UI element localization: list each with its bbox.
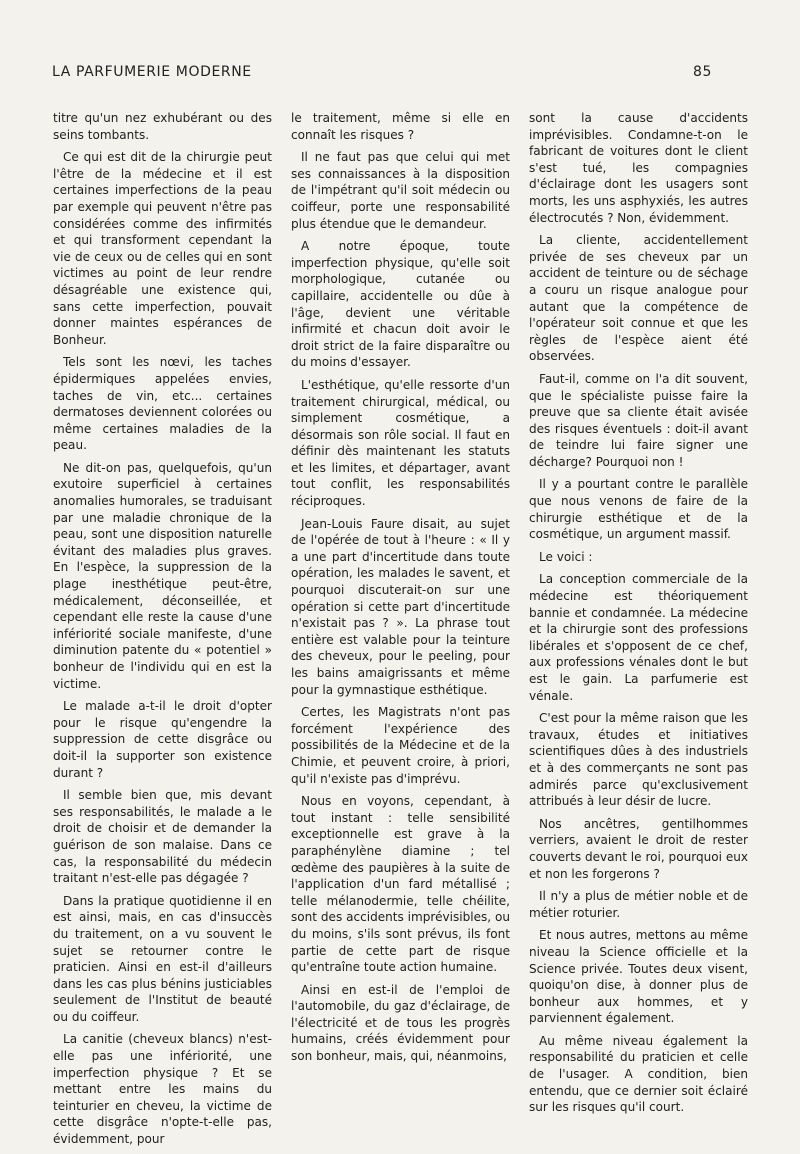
column-3 [529,110,748,1154]
paragraph: Le malade a-t-il le droit d'opter pour le risque qu'engendre la suppression de cette disgrâce ou doit-il la supporter son existence durant ? [53,699,272,780]
running-header [52,64,712,80]
paragraph: Dans la pratique quotidienne il en est ainsi, mais, en cas d'insuccès du traitement, on a vu souvent le sujet se retourner contre le praticien. Ainsi en est-il d'ailleurs dans les cas plus bénins justiciables seulement de l'Institut de beauté ou du coiffeur. [53,893,272,1024]
paragraph: Faut-il, comme on l'a dit souvent, que le spécialiste puisse faire la preuve que sa cliente était avisée des risques éventuels : doit-il avant de teindre lui faire signer une décharge? Pourquoi non ! [529,371,748,469]
paragraph: le traitement, même si elle en connaît les risques ? [291,111,510,142]
column-1 [53,110,272,1154]
paragraph: Il ne faut pas que celui qui met ses connaissances à la disposition de l'impétrant qu'il soit médecin ou coiffeur, porte une responsabilité plus étendue que le demandeur. [291,150,510,231]
column-2 [291,110,510,1154]
paragraph: Au même niveau également la responsabilité du praticien et celle de l'usager. A condition, bien entendu, que ce dernier soit éclairé sur les risques qu'il court. [529,1033,748,1115]
paragraph: Il n'y a plus de métier noble et de métier roturier. [529,889,748,920]
paragraph: A notre époque, toute imperfection physique, qu'elle soit morphologique, cutanée ou capillaire, accidentelle ou dûe à l'âge, devient une véritable infirmité et chacun doit avoir le droit strict de la faire disparaître ou du moins d'essayer. [291,239,510,370]
paragraph: Ne dit-on pas, quelquefois, qu'un exutoire superficiel à certaines anomalies humorales, se traduisant par une maladie chronique de la peau, sont une disposition naturelle évitant des maladies plus graves. En l'espèce, la suppression de la plage inesthétique peut-être, médicalement, déconseillée, et cependant elle reste la cause d'une infériorité sociale manifeste, d'une diminution patente du « potentiel » bonheur de l'individu qui en est la victime. [53,460,272,691]
paragraph: Certes, les Magistrats n'ont pas forcément l'expérience des possibilités de la Médecine et de la Chimie, et peuvent croire, à priori, qu'il n'existe pas d'imprévu. [291,705,510,786]
running-title: LA PARFUMERIE MODERNE [52,64,252,80]
paragraph: Nos ancêtres, gentilhommes verriers, avaient le droit de rester couverts devant le roi, pourquoi eux et non les forgerons ? [529,816,748,881]
paragraph: Ainsi en est-il de l'emploi de l'automobile, du gaz d'éclairage, de l'électricité et de tous les progrès humains, créés évidemment pour son bonheur, mais, qui, néanmoins, [291,982,510,1064]
paragraph: Jean-Louis Faure disait, au sujet de l'opérée de tout à l'heure : « Il y a une part d'incertitude dans toute opération, les malades le savent, et pourquoi discuterait-on sur une opération si cette part d'incertitude n'existait pas ? ». La phrase tout entière est valable pour la teinture des cheveux, pour le peeling, pour les bains amaigrissants et même pour la gymnastique esthétique. [291,516,510,697]
paragraph: titre qu'un nez exhubérant ou des seins tombants. [53,111,272,142]
paragraph: Le voici : [539,549,593,564]
paragraph: C'est pour la même raison que les travaux, études et initiatives scientifiques dûes à des industriels et à des commerçants ne sont pas admirés parce qu'exclusivement attribués à leur désir de lucre. [529,711,748,809]
paragraph: Ce qui est dit de la chirurgie peut l'être de la médecine et il est certaines imperfections de la peau par exemple qui peuvent n'être pas considérées comme des infirmités et qui transforment cependant la vie de ceux ou de celles qui en sont victimes au point de leur rendre désagréable une existence qui, sans cette imperfection, pouvait donner maintes espérances de Bonheur. [53,150,272,347]
paragraph: Il y a pourtant contre le parallèle que nous venons de faire de la chirurgie esthétique et de la cosmétique, un argument massif. [529,477,748,542]
paragraph: La canitie (cheveux blancs) n'est-elle pas une infériorité, une imperfection physique ? Et se mettant entre les mains du teinturier en cheveu, la victime de cette disgrâce n'opte-t-elle pas, évidemment, pour [53,1032,272,1147]
paragraph: Et nous autres, mettons au même niveau la Science officielle et la Science privée. Toutes deux visent, quoiqu'on dise, à donner plus de bonheur aux hommes, et y parviennent également. [529,928,748,1026]
paragraph: L'esthétique, qu'elle ressorte d'un traitement chirurgical, médical, ou simplement cosmétique, a désormais son rôle social. Il faut en définir dès maintenant les statuts et les limites, et départager, avant tout conflit, les responsabilités réciproques. [291,377,510,509]
paragraph: Tels sont les nœvi, les taches épidermiques appelées envies, taches de vin, etc... certaines dermatoses deviennent colorées ou même certaines maladies de la peau. [53,355,272,453]
paragraph: Nous en voyons, cependant, à tout instant : telle sensibilité exceptionnelle est grave à la paraphénylène diamine ; tel œdème des paupières à la suite de l'application d'un fard métallisé ; telle mélanodermie, telle chéilite, sont des accidents imprévisibles, ou du moins, s'ils sont prévus, ils font partie de cette part de risque qu'entraîne toute action humaine. [291,794,510,975]
paragraph: Il semble bien que, mis devant ses responsabilités, le malade a le droit de choisir et de demander la guérison de son malaise. Dans ce cas, la responsabilité du médecin traitant n'est-elle pas dégagée ? [53,788,272,886]
paragraph: La cliente, accidentellement privée de ses cheveux par un accident de teinture ou de séchage a couru un risque analogue pour autant que la compétence de l'opérateur soit connue et que les règles de l'espèce aient été observées. [529,233,748,364]
text-columns [53,110,748,1154]
paragraph: La conception commerciale de la médecine est théoriquement bannie et condamnée. La médecine et la chirurgie sont des professions libérales et s'opposent de ce chef, aux professions vénales dont le but est le gain. La parfumerie est vénale. [529,572,748,703]
paragraph: sont la cause d'accidents imprévisibles. Condamne-t-on le fabricant de voitures dont le client s'est tué, les compagnies d'éclairage dont les usagers sont morts, les uns asphyxiés, les autres électrocutés ? Non, évidemment. [529,111,748,225]
page-number: 85 [692,64,712,80]
